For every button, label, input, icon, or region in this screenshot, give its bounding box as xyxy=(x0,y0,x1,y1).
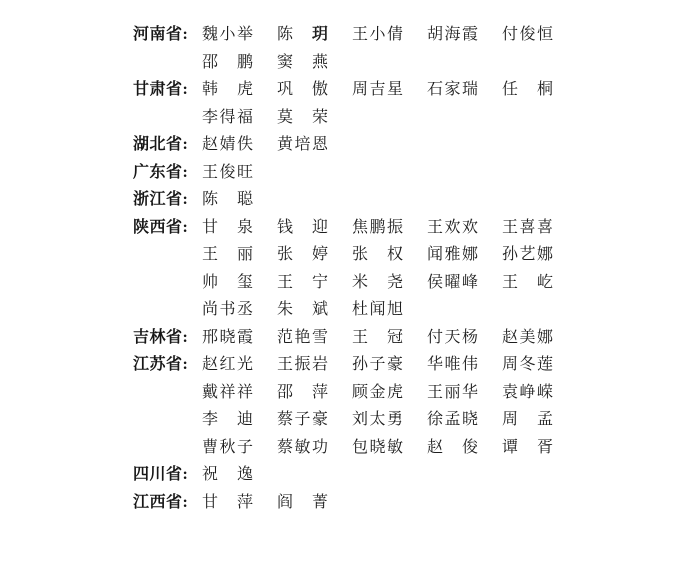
person-name-char: 恩 xyxy=(311,136,328,153)
person-name xyxy=(427,379,478,407)
person-name-char: 斌 xyxy=(311,301,328,318)
person-name-char: 杜 xyxy=(352,301,369,318)
person-name xyxy=(427,214,478,242)
person-name-char: 孙 xyxy=(352,356,369,373)
person-name-char: 窦 xyxy=(277,53,294,71)
person-name-char: 子 xyxy=(294,411,311,428)
person-name-char: 尧 xyxy=(386,273,403,291)
person-name-char: 子 xyxy=(369,356,386,373)
list-row xyxy=(133,296,577,324)
person-name-char: 李 xyxy=(202,108,219,126)
person-name-char: 焦 xyxy=(352,218,369,236)
person-name xyxy=(202,489,253,517)
person-name xyxy=(352,324,403,352)
person-name-char: 逸 xyxy=(236,466,253,483)
person-name-char: 韩 xyxy=(202,81,219,98)
list-row xyxy=(133,489,577,517)
person-name-char: 帅 xyxy=(202,273,219,291)
person-name-char: 鹏 xyxy=(369,218,386,236)
person-name-char: 邵 xyxy=(277,383,294,401)
person-name-char: 甘 xyxy=(202,218,219,236)
person-name xyxy=(277,406,328,434)
person-name-char: 王 xyxy=(352,26,369,43)
person-name-char: 顾 xyxy=(352,383,369,401)
person-name xyxy=(502,324,553,352)
person-name xyxy=(277,104,328,132)
person-name xyxy=(427,76,478,104)
person-name-char: 娜 xyxy=(536,246,553,263)
person-name-char: 胥 xyxy=(536,438,553,456)
person-name-char: 娜 xyxy=(536,328,553,346)
person-name-char: 俊 xyxy=(219,163,236,181)
person-name-char: 孙 xyxy=(502,246,519,263)
person-name-char: 俊 xyxy=(461,438,478,456)
person-name-char: 婷 xyxy=(311,246,328,263)
person-name xyxy=(277,269,328,297)
person-name-char: 蔡 xyxy=(277,411,294,428)
list-row xyxy=(133,21,577,49)
person-name xyxy=(352,406,403,434)
province-label: 陕西省: xyxy=(133,218,189,236)
person-name xyxy=(277,76,328,104)
person-name-char: 傲 xyxy=(311,81,328,98)
person-name-char: 周 xyxy=(502,411,519,428)
person-name xyxy=(427,324,478,352)
person-name xyxy=(277,379,328,407)
province-label: 湖北省: xyxy=(133,136,189,153)
person-name-char: 袁 xyxy=(502,383,519,401)
person-name xyxy=(502,214,553,242)
person-name-char: 玥 xyxy=(311,26,328,43)
person-name xyxy=(352,76,403,104)
person-name-char: 王 xyxy=(202,246,219,263)
person-name-char: 雪 xyxy=(311,328,328,346)
person-name-char: 玺 xyxy=(236,273,253,291)
person-name-char: 屹 xyxy=(536,273,553,291)
person-name-char: 王 xyxy=(202,163,219,181)
person-name-char: 俊 xyxy=(519,26,536,43)
person-name-char: 邵 xyxy=(202,53,219,71)
person-name-char: 陈 xyxy=(202,191,219,208)
person-name xyxy=(202,269,253,297)
person-name-char: 喜 xyxy=(536,218,553,236)
person-name-char: 婧 xyxy=(219,136,236,153)
person-name-char: 瑞 xyxy=(461,81,478,98)
person-name xyxy=(202,186,253,214)
person-name-char: 豪 xyxy=(386,356,403,373)
person-name-char: 尚 xyxy=(202,301,219,318)
person-name xyxy=(277,489,328,517)
person-name-char: 王 xyxy=(427,383,444,401)
person-name-char: 峥 xyxy=(519,383,536,401)
person-name-char: 艳 xyxy=(294,328,311,346)
person-name-char: 李 xyxy=(202,411,219,428)
person-name-char: 鹏 xyxy=(236,53,253,71)
person-name-char: 家 xyxy=(444,81,461,98)
person-name xyxy=(427,434,478,462)
person-name-char: 华 xyxy=(461,383,478,401)
person-name xyxy=(352,351,403,379)
person-name-char: 陈 xyxy=(277,26,294,43)
person-name xyxy=(202,214,253,242)
list-row xyxy=(133,186,577,214)
person-name-char: 周 xyxy=(352,81,369,98)
person-name-char: 燕 xyxy=(311,53,328,71)
person-name-char: 晓 xyxy=(219,328,236,346)
person-name-char: 子 xyxy=(236,438,253,456)
list-row xyxy=(133,379,577,407)
person-name-char: 黄 xyxy=(277,136,294,153)
person-name xyxy=(352,379,403,407)
person-name-char: 王 xyxy=(352,328,369,346)
person-name-char: 霞 xyxy=(461,26,478,43)
person-name-char: 刘 xyxy=(352,411,369,428)
person-name-char: 虎 xyxy=(236,81,253,98)
person-name xyxy=(202,379,253,407)
person-name-char: 福 xyxy=(236,108,253,126)
person-name-char: 晓 xyxy=(461,411,478,428)
person-name-char: 菁 xyxy=(311,493,328,511)
person-name-char: 小 xyxy=(219,26,236,43)
list-row xyxy=(133,434,577,462)
person-name-char: 星 xyxy=(386,81,403,98)
person-name-char: 张 xyxy=(352,246,369,263)
person-name-char: 闻 xyxy=(369,301,386,318)
person-name xyxy=(277,241,328,269)
person-name xyxy=(202,49,253,77)
person-name-char: 光 xyxy=(236,356,253,373)
person-name-char: 祝 xyxy=(202,466,219,483)
person-name-char: 豪 xyxy=(311,411,328,428)
person-name-char: 孟 xyxy=(444,411,461,428)
person-name xyxy=(427,406,478,434)
province-label: 江西省: xyxy=(133,493,189,511)
person-name-char: 王 xyxy=(502,273,519,291)
person-name-char: 佚 xyxy=(236,136,253,153)
person-name-char: 培 xyxy=(294,136,311,153)
person-name xyxy=(202,461,253,489)
person-name-char: 王 xyxy=(277,356,294,373)
person-name-char: 赵 xyxy=(427,438,444,456)
person-name-char: 唯 xyxy=(444,356,461,373)
person-name-char: 晓 xyxy=(369,438,386,456)
person-name-char: 伟 xyxy=(461,356,478,373)
list-row xyxy=(133,131,577,159)
person-name xyxy=(277,49,328,77)
list-row xyxy=(133,461,577,489)
person-name-char: 丽 xyxy=(236,246,253,263)
person-name xyxy=(427,21,478,49)
person-name-char: 戴 xyxy=(202,383,219,401)
person-name xyxy=(202,159,253,187)
province-label: 甘肃省: xyxy=(133,81,189,98)
person-name-char: 付 xyxy=(502,26,519,43)
person-name-char: 振 xyxy=(386,218,403,236)
person-name-char: 欢 xyxy=(461,218,478,236)
person-name-char: 钱 xyxy=(277,218,294,236)
person-name-char: 旭 xyxy=(386,301,403,318)
person-name-char: 天 xyxy=(444,328,461,346)
person-name-char: 丞 xyxy=(236,301,253,318)
person-name-char: 张 xyxy=(277,246,294,263)
person-name-char: 阎 xyxy=(277,493,294,511)
list-row xyxy=(133,324,577,352)
person-name xyxy=(202,351,253,379)
person-name-char: 谭 xyxy=(502,438,519,456)
list-row xyxy=(133,104,577,132)
list-row xyxy=(133,76,577,104)
person-name-char: 荣 xyxy=(311,108,328,126)
person-name-char: 祥 xyxy=(219,383,236,401)
person-name-char: 娜 xyxy=(461,246,478,263)
person-name xyxy=(277,324,328,352)
person-name-char: 迎 xyxy=(311,218,328,236)
person-name-char: 艺 xyxy=(519,246,536,263)
person-name-char: 欢 xyxy=(444,218,461,236)
person-name xyxy=(277,21,328,49)
person-name-char: 敏 xyxy=(294,438,311,456)
person-name-char: 周 xyxy=(502,356,519,373)
person-name-char: 美 xyxy=(519,328,536,346)
person-name xyxy=(427,351,478,379)
person-name-char: 红 xyxy=(219,356,236,373)
person-name xyxy=(277,296,328,324)
person-name-char: 付 xyxy=(427,328,444,346)
person-name-char: 朱 xyxy=(277,301,294,318)
person-name-char: 雅 xyxy=(444,246,461,263)
person-name-char: 功 xyxy=(311,438,328,456)
person-name-char: 王 xyxy=(502,218,519,236)
person-name xyxy=(352,241,403,269)
person-name-char: 萍 xyxy=(311,383,328,401)
person-name-char: 吉 xyxy=(369,81,386,98)
person-name xyxy=(502,434,553,462)
person-name-char: 范 xyxy=(277,328,294,346)
person-name-char: 峰 xyxy=(461,273,478,291)
person-name-char: 举 xyxy=(236,26,253,43)
person-name-char: 振 xyxy=(294,356,311,373)
person-name-char: 华 xyxy=(427,356,444,373)
province-label: 江苏省: xyxy=(133,356,189,373)
person-name-char: 任 xyxy=(502,81,519,98)
person-name-char: 海 xyxy=(444,26,461,43)
person-name-char: 迪 xyxy=(236,411,253,428)
person-name-char: 旺 xyxy=(236,163,253,181)
person-name xyxy=(202,104,253,132)
person-name xyxy=(427,241,478,269)
person-name xyxy=(427,269,478,297)
person-name xyxy=(352,269,403,297)
person-name-char: 祥 xyxy=(236,383,253,401)
person-name xyxy=(202,324,253,352)
person-name-char: 桐 xyxy=(536,81,553,98)
list-row xyxy=(133,406,577,434)
person-name-char: 霞 xyxy=(236,328,253,346)
person-name-char: 权 xyxy=(386,246,403,263)
person-name-char: 闻 xyxy=(427,246,444,263)
person-name-char: 胡 xyxy=(427,26,444,43)
person-name xyxy=(202,21,253,49)
person-name xyxy=(202,296,253,324)
person-name xyxy=(277,351,328,379)
person-name xyxy=(502,21,553,49)
person-name-char: 冠 xyxy=(386,328,403,346)
list-row xyxy=(133,159,577,187)
person-name-char: 金 xyxy=(369,383,386,401)
person-name-char: 赵 xyxy=(202,356,219,373)
person-name-char: 莫 xyxy=(277,108,294,126)
person-name xyxy=(277,214,328,242)
person-name xyxy=(352,296,403,324)
person-name xyxy=(277,131,328,159)
person-name-char: 敏 xyxy=(386,438,403,456)
person-name-char: 侯 xyxy=(427,273,444,291)
person-name-char: 恒 xyxy=(536,26,553,43)
person-name-char: 包 xyxy=(352,438,369,456)
person-name xyxy=(502,379,553,407)
list-row xyxy=(133,351,577,379)
person-name-char: 曜 xyxy=(444,273,461,291)
person-name-char: 赵 xyxy=(202,136,219,153)
person-name xyxy=(202,76,253,104)
person-name xyxy=(352,21,403,49)
person-name-char: 赵 xyxy=(502,328,519,346)
person-name-char: 王 xyxy=(427,218,444,236)
list-row xyxy=(133,49,577,77)
person-name xyxy=(202,406,253,434)
person-name xyxy=(202,131,253,159)
list-row xyxy=(133,241,577,269)
person-name-char: 丽 xyxy=(444,383,461,401)
person-name-char: 莲 xyxy=(536,356,553,373)
person-name xyxy=(202,241,253,269)
person-name-char: 孟 xyxy=(536,411,553,428)
province-label: 广东省: xyxy=(133,163,189,181)
person-name xyxy=(502,241,553,269)
person-name-char: 聪 xyxy=(236,191,253,208)
province-label: 吉林省: xyxy=(133,328,189,346)
person-name-char: 岩 xyxy=(311,356,328,373)
person-name-char: 萍 xyxy=(236,493,253,511)
person-name-char: 邢 xyxy=(202,328,219,346)
person-name-char: 米 xyxy=(352,273,369,291)
person-name xyxy=(352,214,403,242)
person-name-char: 冬 xyxy=(519,356,536,373)
person-name xyxy=(202,434,253,462)
person-name-char: 嵘 xyxy=(536,383,553,401)
province-label: 浙江省: xyxy=(133,191,189,208)
person-name-char: 徐 xyxy=(427,411,444,428)
person-name-char: 王 xyxy=(277,273,294,291)
person-name-char: 魏 xyxy=(202,26,219,43)
person-name-char: 曹 xyxy=(202,438,219,456)
person-name xyxy=(502,406,553,434)
list-row xyxy=(133,269,577,297)
province-label: 河南省: xyxy=(133,26,189,43)
person-name-char: 秋 xyxy=(219,438,236,456)
province-label: 四川省: xyxy=(133,466,189,483)
person-name xyxy=(352,434,403,462)
person-name-char: 喜 xyxy=(519,218,536,236)
person-name-char: 泉 xyxy=(236,218,253,236)
person-name xyxy=(502,76,553,104)
person-name-char: 石 xyxy=(427,81,444,98)
person-name-char: 勇 xyxy=(386,411,403,428)
person-name-char: 宁 xyxy=(311,273,328,291)
list-row xyxy=(133,214,577,242)
person-name xyxy=(502,351,553,379)
person-name-char: 小 xyxy=(369,26,386,43)
person-name-char: 甘 xyxy=(202,493,219,511)
person-name-char: 太 xyxy=(369,411,386,428)
person-name-char: 蔡 xyxy=(277,438,294,456)
person-name xyxy=(277,434,328,462)
person-name-char: 得 xyxy=(219,108,236,126)
person-name xyxy=(502,269,553,297)
person-name-char: 书 xyxy=(219,301,236,318)
person-name-char: 巩 xyxy=(277,81,294,98)
person-name-char: 杨 xyxy=(461,328,478,346)
person-name-char: 倩 xyxy=(386,26,403,43)
person-name-char: 虎 xyxy=(386,383,403,401)
province-name-list xyxy=(133,21,577,516)
